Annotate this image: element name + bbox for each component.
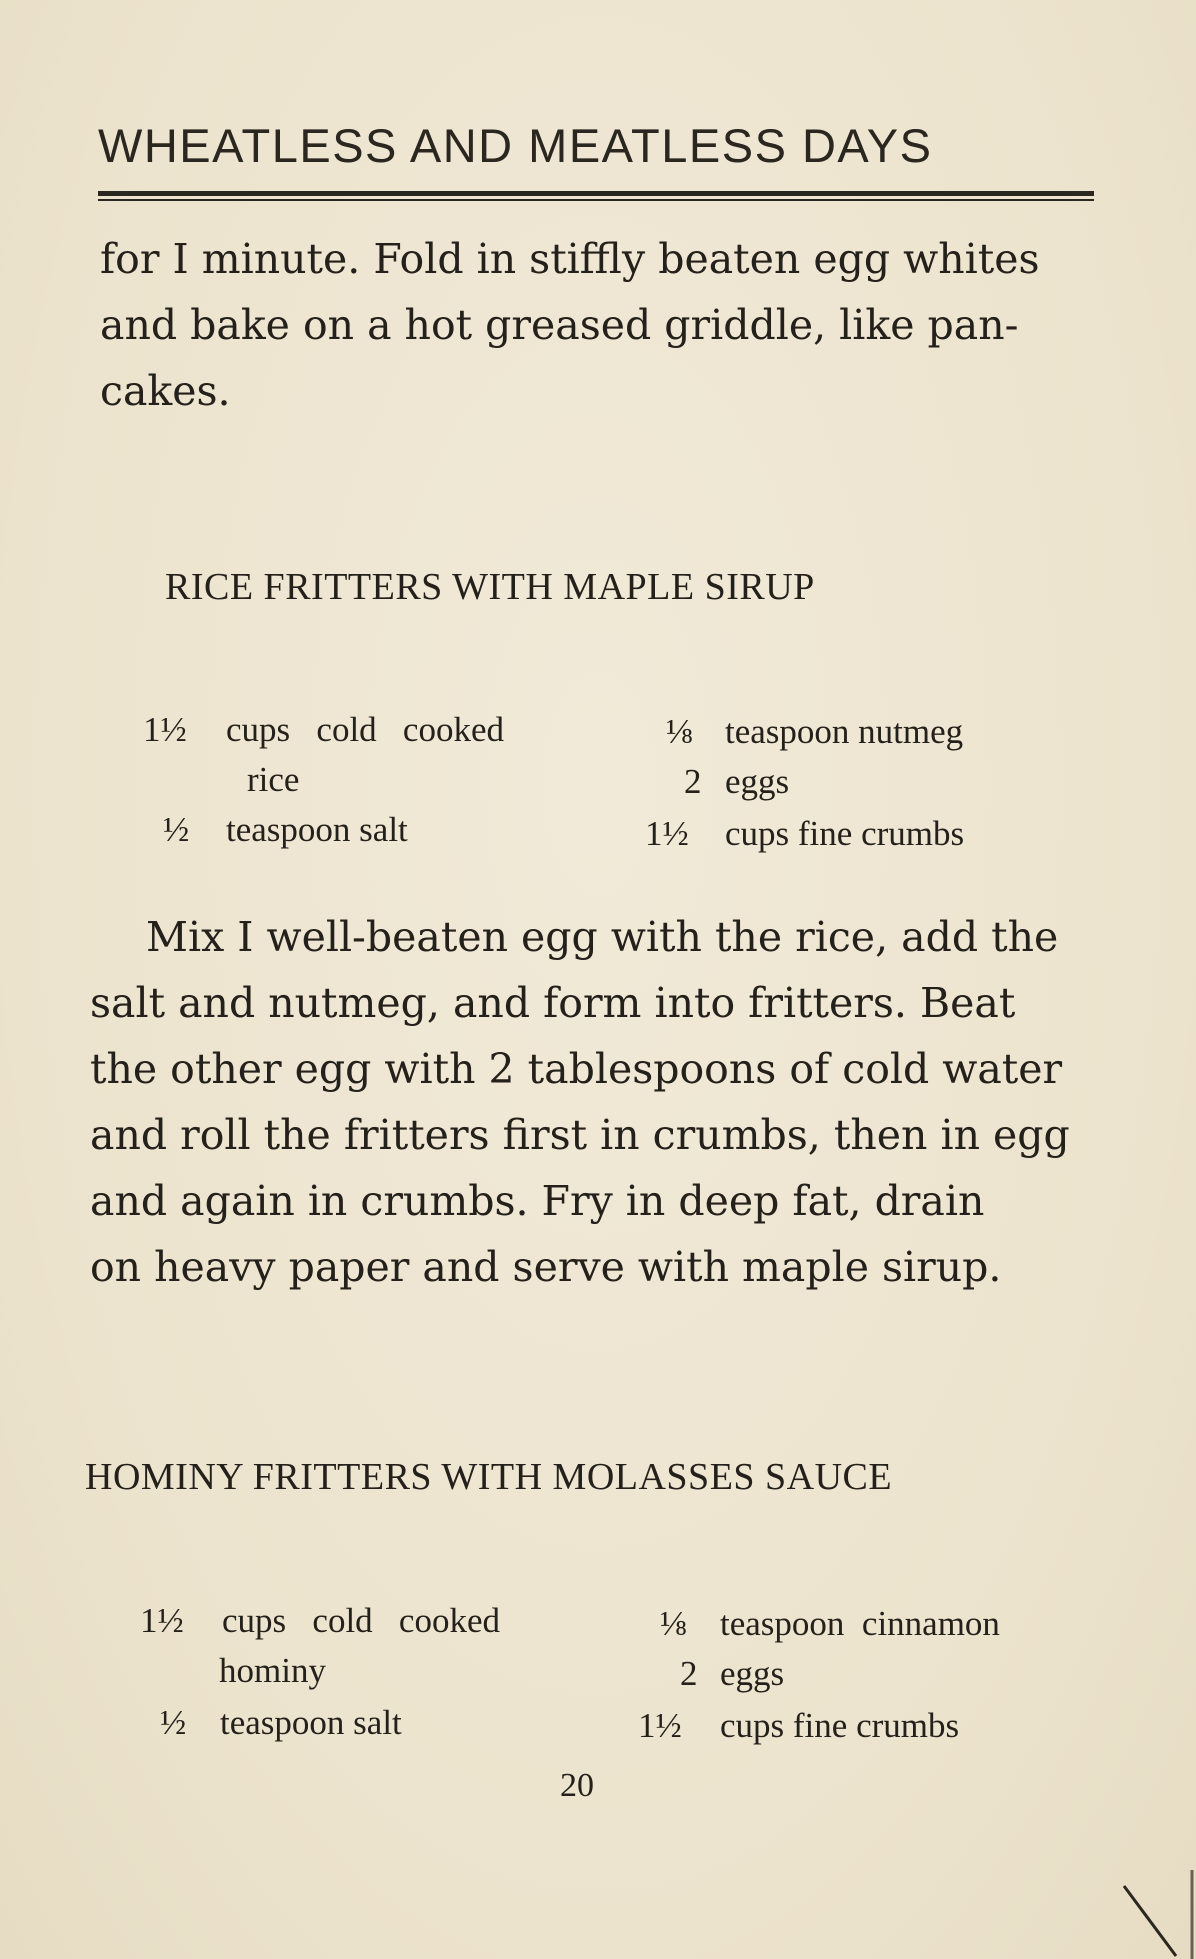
intro-paragraph (100, 226, 1040, 424)
directions-line: and roll the fritters first in crumbs, then in egg (90, 1111, 1070, 1159)
recipe2-ingredient-qty: 2 (680, 1654, 698, 1693)
recipe1-ingredient-text: teaspoon salt (226, 810, 408, 849)
recipe2-ingredient-text: teaspoon cinnamon (720, 1604, 1000, 1643)
directions-line: on heavy paper and serve with maple sirup. (90, 1243, 1002, 1291)
recipe2-ingredient-qty: ⅛ (660, 1604, 687, 1643)
recipe1-ingredient-qty: 2 (684, 762, 702, 801)
recipe1-ingredient-text: cups cold cooked (226, 710, 504, 749)
recipe1-ingredient-text: rice (247, 760, 300, 799)
recipe1-ingredient-qty: 1½ (143, 710, 187, 749)
running-head: WHEATLESS AND MEATLESS DAYS (98, 119, 933, 172)
recipe1-ingredient-qty: 1½ (645, 814, 689, 853)
directions-line: the other egg with 2 tablespoons of cold water (90, 1045, 1063, 1093)
recipe2-ingredient-text: teaspoon salt (220, 1703, 402, 1742)
recipe1-ingredient-qty: ½ (163, 810, 190, 849)
intro-line: cakes. (100, 367, 231, 415)
recipe2-ingredient-text: hominy (219, 1651, 326, 1690)
page-corner-mark (1110, 1850, 1196, 1959)
directions-line: and again in crumbs. Fry in deep fat, drain (90, 1177, 985, 1225)
recipe2-ingredient-text: eggs (720, 1654, 785, 1693)
directions-line: Mix I well-beaten egg with the rice, add the (146, 913, 1059, 961)
page-number: 20 (560, 1767, 594, 1804)
recipe2-ingredient-qty: ½ (160, 1703, 187, 1742)
directions-line: salt and nutmeg, and form into fritters. Beat (90, 979, 1016, 1027)
recipe2-ingredient-qty: 1½ (140, 1601, 184, 1640)
recipe1-ingredient-text: eggs (725, 762, 790, 801)
recipe1-ingredient-text: cups fine crumbs (725, 814, 965, 853)
intro-line: for I minute. Fold in stiffly beaten egg whites (100, 235, 1040, 283)
recipe2-title: HOMINY FRITTERS WITH MOLASSES SAUCE (85, 1456, 893, 1498)
recipe1-ingredient-text: teaspoon nutmeg (725, 712, 964, 751)
recipe1-title: RICE FRITTERS WITH MAPLE SIRUP (165, 566, 815, 608)
recipe2-ingredient-qty: 1½ (638, 1706, 682, 1745)
header-rule-thin (98, 199, 1094, 201)
header-rule-thick (98, 191, 1094, 196)
recipe1-directions (90, 904, 1070, 1300)
intro-line: and bake on a hot greased griddle, like pan- (100, 301, 1019, 349)
recipe2-ingredient-text: cups cold cooked (222, 1601, 500, 1640)
recipe2-ingredient-text: cups fine crumbs (720, 1706, 960, 1745)
recipe1-ingredient-qty: ⅛ (666, 712, 693, 751)
